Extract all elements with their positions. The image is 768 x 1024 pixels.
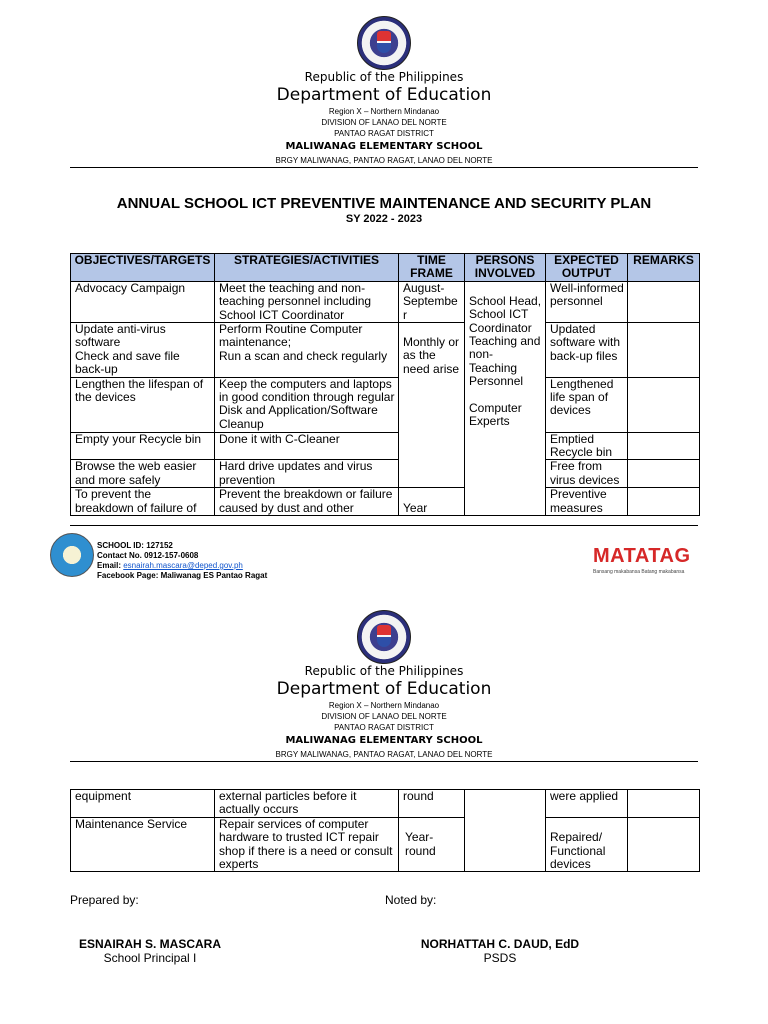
facebook-page: Facebook Page: Maliwanag ES Pantao Ragat — [97, 571, 268, 580]
email-label: Email: — [97, 561, 124, 570]
strategy-cell: Meet the teaching and non- teaching personnel including School ICT Coordinator — [215, 281, 399, 322]
department-title-page2: Department of Education — [276, 679, 492, 699]
remarks-cell — [628, 323, 700, 378]
table-row — [71, 281, 700, 322]
noter-name: NORHATTAH C. DAUD, EdD — [420, 937, 580, 951]
prepared-by-label: Prepared by: — [70, 893, 139, 907]
table-row — [71, 790, 700, 818]
remarks-cell — [628, 460, 700, 488]
preparer-title: School Principal I — [103, 951, 197, 965]
remarks-cell — [628, 432, 700, 460]
expected-output-cell: were applied — [546, 790, 628, 818]
republic-label: Republic of the Philippines — [304, 70, 464, 84]
plan-table-continued — [70, 789, 700, 872]
republic-label-page2: Republic of the Philippines — [304, 664, 464, 678]
school-logo — [50, 533, 94, 577]
district-label: PANTAO RAGAT DISTRICT — [334, 129, 434, 138]
column-header: EXPECTED OUTPUT — [546, 254, 628, 282]
column-header: OBJECTIVES/TARGETS — [71, 254, 215, 282]
table-row — [71, 488, 700, 516]
column-header: REMARKS — [628, 254, 700, 282]
contact-number: Contact No. 0912-157-0608 — [97, 551, 199, 560]
region-label: Region X – Northern Mindanao — [328, 107, 440, 116]
school-contact-block — [97, 541, 267, 581]
matatag-tagline: Bansang makabansa Batang makabansa — [593, 569, 685, 575]
remarks-cell — [628, 377, 700, 432]
noter-title: PSDS — [483, 951, 517, 965]
column-header: STRATEGIES/ACTIVITIES — [215, 254, 399, 282]
strategy-cell: Prevent the breakdown or failure caused by dust and other — [215, 488, 399, 516]
header-divider-page2 — [70, 761, 698, 762]
matatag-logo: MATATAG — [593, 545, 691, 567]
table-row — [71, 432, 700, 460]
strategy-cell: Perform Routine Computer maintenance; Run a scan and check regularly — [215, 323, 399, 378]
remarks-cell — [628, 790, 700, 818]
expected-output-cell: Lengthened life span of devices — [546, 377, 628, 432]
department-title: Department of Education — [276, 85, 492, 105]
objective-cell: equipment — [71, 790, 215, 818]
objective-cell: Browse the web easier and more safely — [71, 460, 215, 488]
header-divider — [70, 167, 698, 168]
strategy-cell: Keep the computers and laptops in good condition through regular Disk and Application/Software Cleanup — [215, 377, 399, 432]
expected-output-cell: Updated software with back-up files — [546, 323, 628, 378]
school-address: BRGY MALIWANAG, PANTAO RAGAT, LANAO DEL NORTE — [275, 156, 493, 165]
expected-output-cell: Well-informed personnel — [546, 281, 628, 322]
school-address-page2: BRGY MALIWANAG, PANTAO RAGAT, LANAO DEL NORTE — [275, 750, 493, 759]
expected-output-cell: Repaired/ Functional devices — [546, 817, 628, 872]
remarks-cell — [628, 281, 700, 322]
objective-cell: Lengthen the lifespan of the devices — [71, 377, 215, 432]
objective-cell: Advocacy Campaign — [71, 281, 215, 322]
deped-seal — [357, 16, 411, 70]
table-row — [71, 817, 700, 872]
objective-cell: To prevent the breakdown of failure of — [71, 488, 215, 516]
district-label-page2: PANTAO RAGAT DISTRICT — [334, 723, 434, 732]
noted-by-label: Noted by: — [385, 893, 437, 907]
school-name-page2: MALIWANAG ELEMENTARY SCHOOL — [285, 735, 483, 746]
school-id: SCHOOL ID: 127152 — [97, 541, 173, 550]
time-frame-cell: Year- round — [399, 817, 465, 872]
persons-involved-cell: School Head, School ICT Coordinator Teaching and non- Teaching Personnel Computer Experts — [465, 281, 546, 515]
deped-seal-page2 — [357, 610, 411, 664]
strategy-cell: Done it with C-Cleaner — [215, 432, 399, 460]
plan-table — [70, 253, 700, 516]
table-header-row — [71, 254, 700, 282]
school-name: MALIWANAG ELEMENTARY SCHOOL — [285, 141, 483, 152]
remarks-cell — [628, 488, 700, 516]
strategy-cell: Repair services of computer hardware to trusted ICT repair shop if there is a need or consult experts — [215, 817, 399, 872]
expected-output-cell: Preventive measures — [546, 488, 628, 516]
time-frame-cell: Year — [399, 488, 465, 516]
strategy-cell: Hard drive updates and virus prevention — [215, 460, 399, 488]
division-label-page2: DIVISION OF LANAO DEL NORTE — [321, 712, 447, 721]
school-year: SY 2022 - 2023 — [345, 213, 423, 225]
footer-divider — [70, 525, 698, 526]
time-frame-cell: Monthly or as the need arise — [399, 323, 465, 488]
objective-cell: Update anti-virus software Check and save file back-up — [71, 323, 215, 378]
objective-cell: Empty your Recycle bin — [71, 432, 215, 460]
time-frame-cell: August- Septembe r — [399, 281, 465, 322]
expected-output-cell: Emptied Recycle bin — [546, 432, 628, 460]
email-line — [97, 561, 267, 571]
table-row — [71, 377, 700, 432]
division-label: DIVISION OF LANAO DEL NORTE — [321, 118, 447, 127]
time-frame-cell: round — [399, 790, 465, 818]
email-link[interactable]: esnairah.mascara@deped.gov.ph — [123, 561, 243, 570]
persons-involved-cell — [465, 790, 546, 872]
objective-cell: Maintenance Service — [71, 817, 215, 872]
strategy-cell: external particles before it actually occurs — [215, 790, 399, 818]
preparer-name: ESNAIRAH S. MASCARA — [78, 937, 221, 951]
expected-output-cell: Free from virus devices — [546, 460, 628, 488]
column-header: TIME FRAME — [399, 254, 465, 282]
column-header: PERSONS INVOLVED — [465, 254, 546, 282]
table-row — [71, 323, 700, 378]
remarks-cell — [628, 817, 700, 872]
region-label-page2: Region X – Northern Mindanao — [328, 701, 440, 710]
table-row — [71, 460, 700, 488]
document-title: ANNUAL SCHOOL ICT PREVENTIVE MAINTENANCE AND SECURITY PLAN — [116, 195, 652, 212]
